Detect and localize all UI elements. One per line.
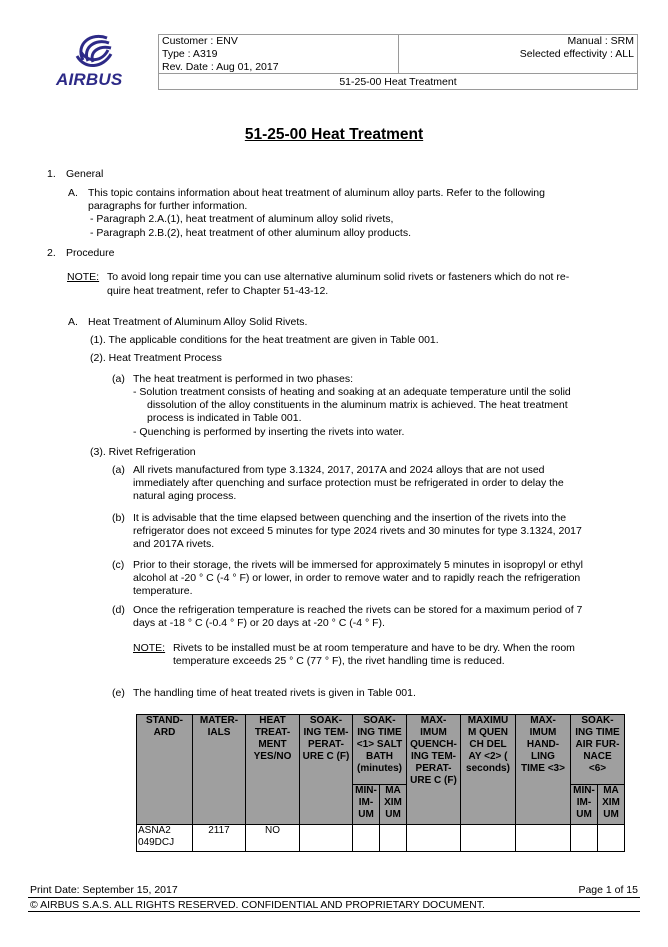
col-soaking-temperature-header: SOAK- ING TEM- PERAT- URE C (F) (300, 715, 353, 825)
paragraph-1: (1). The applicable conditions for the heat treatment are given in Table 001. (90, 334, 439, 346)
note-1-label: NOTE: (67, 271, 100, 283)
note-1-line-1: To avoid long repair time you can use alternative aluminum solid rivets or fasteners which do not re- (107, 271, 570, 283)
page-number: Page 1 of 15 (578, 884, 638, 896)
section-1-title: General (66, 168, 104, 180)
col-max-handling-time-header: MAX- IMUM HAND- LING TIME <3> (516, 715, 571, 825)
paragraph-2: (2). Heat Treatment Process (90, 352, 222, 364)
type-label: Type : A319 (162, 48, 218, 60)
col-soaking-time-air-furnace-header: SOAK- ING TIME AIR FUR- NACE <6> (571, 715, 625, 785)
note-2-label: NOTE: (133, 642, 166, 654)
paragraph-2a-bullet-1-line-2: dissolution of the alloy constituents in the aluminum matrix is achieved. The heat treatment (147, 399, 568, 411)
cell-empty (407, 825, 461, 852)
subcol-air-furnace-maximum: MA XIM UM (598, 785, 625, 825)
paragraph-2a-line-1: The heat treatment is performed in two phases: (133, 373, 354, 385)
paragraph-3b-line-2: refrigerator does not exceed 5 minutes for type 2024 rivets and 30 minutes for type 3.1324, 2017 (133, 525, 582, 537)
header-section-title: 51-25-00 Heat Treatment (339, 76, 457, 88)
cell-empty (380, 825, 407, 852)
paragraph-3: (3). Rivet Refrigeration (90, 446, 196, 458)
paragraph-2a-bullet-1-line-3: process is indicated in Table 001. (147, 412, 302, 424)
cell-empty (353, 825, 380, 852)
paragraph-3a-number: (a) (112, 464, 125, 476)
print-date: Print Date: September 15, 2017 (30, 884, 178, 896)
cell-standard: ASNA2 049DCJ (137, 825, 193, 852)
cell-empty (461, 825, 516, 852)
cell-empty (516, 825, 571, 852)
subcol-salt-bath-maximum: MA XIM UM (380, 785, 407, 825)
cell-empty (598, 825, 625, 852)
footer-divider-bottom (28, 911, 640, 912)
paragraph-3d-line-1: Once the refrigeration temperature is reached the rivets can be stored for a maximum period of 7 (133, 604, 583, 616)
paragraph-3e-line-1: The handling time of heat treated rivets is given in Table 001. (133, 687, 416, 699)
section-1-number: 1. (47, 168, 56, 180)
page-title: 51-25-00 Heat Treatment (244, 126, 424, 143)
header-divider-vertical (398, 34, 399, 74)
table-row (137, 825, 625, 852)
section-1a-line-2: paragraphs for further information. (88, 200, 248, 212)
manual-label: Manual : SRM (567, 35, 634, 47)
section-1a-line-1: This topic contains information about heat treatment of aluminum alloy parts. Refer to the following (88, 187, 545, 199)
cell-empty (300, 825, 353, 852)
heat-treatment-table (136, 714, 625, 852)
paragraph-3c-line-1: Prior to their storage, the rivets will be immersed for approximately 5 minutes in isopropyl or ethyl (133, 559, 583, 571)
col-standard-header: STAND- ARD (137, 715, 193, 825)
paragraph-3c-line-2: alcohol at -20 ° C (-4 ° F) or lower, in order to remove water and to rapidly reach the refrigeration (133, 572, 581, 584)
subcol-air-furnace-minimum: MIN- IM- UM (571, 785, 598, 825)
section-2a-number: A. (68, 316, 78, 328)
section-2-number: 2. (47, 247, 56, 259)
effectivity-label: Selected effectivity : ALL (519, 48, 634, 60)
section-1a-bullet-2: - Paragraph 2.B.(2), heat treatment of other aluminum alloy products. (90, 227, 411, 239)
note-2-line-1: Rivets to be installed must be at room temperature and have to be dry. When the room (173, 642, 575, 654)
paragraph-3d-number: (d) (112, 604, 125, 616)
paragraph-2a-bullet-2: - Quenching is performed by inserting the rivets into water. (133, 426, 405, 438)
copyright-notice: © AIRBUS S.A.S. ALL RIGHTS RESERVED. CONFIDENTIAL AND PROPRIETARY DOCUMENT. (30, 899, 485, 911)
paragraph-3a-line-3: natural aging process. (133, 490, 237, 502)
col-heat-treatment-header: HEAT TREAT- MENT YES/NO (246, 715, 300, 825)
paragraph-3c-number: (c) (112, 559, 125, 571)
paragraph-3c-line-3: temperature. (133, 585, 193, 597)
section-2-title: Procedure (66, 247, 115, 259)
col-soaking-time-salt-bath-header: SOAK- ING TIME <1> SALT BATH (minutes) (353, 715, 407, 785)
note-2-line-2: temperature exceeds 25 ° C (77 ° F), the rivet handling time is reduced. (173, 655, 505, 667)
paragraph-2a-number: (a) (112, 373, 125, 385)
section-2a-title: Heat Treatment of Aluminum Alloy Solid Rivets. (88, 316, 308, 328)
rev-date-label: Rev. Date : Aug 01, 2017 (162, 61, 279, 73)
section-1a-number: A. (68, 187, 78, 199)
subcol-salt-bath-minimum: MIN- IM- UM (353, 785, 380, 825)
airbus-logo-text: AIRBUS (56, 70, 123, 89)
header-divider-horizontal (158, 73, 638, 74)
paragraph-3a-line-1: All rivets manufactured from type 3.1324, 2017, 2017A and 2024 alloys that are not used (133, 464, 545, 476)
cell-heat-treatment: NO (246, 825, 300, 852)
section-1a-bullet-1: - Paragraph 2.A.(1), heat treatment of aluminum alloy solid rivets, (90, 213, 394, 225)
cell-empty (571, 825, 598, 852)
paragraph-3b-line-1: It is advisable that the time elapsed between quenching and the insertion of the rivets into the (133, 512, 567, 524)
col-max-quenching-temperature-header: MAX- IMUM QUENCH- ING TEM- PERAT- URE C (F) (407, 715, 461, 825)
paragraph-3e-number: (e) (112, 687, 125, 699)
col-materials-header: MATER- IALS (193, 715, 246, 825)
col-max-quench-delay-header: MAXIMU M QUEN CH DEL AY <2> ( seconds) (461, 715, 516, 825)
paragraph-3a-line-2: immediately after quenching and surface protection must be refrigerated in order to delay the (133, 477, 564, 489)
paragraph-3d-line-2: days at -18 ° C (-0.4 ° F) or 20 days at -20 ° C (-4 ° F). (133, 617, 385, 629)
paragraph-2a-bullet-1-line-1: - Solution treatment consists of heating and soaking at an adequate temperature until the solid (133, 386, 571, 398)
paragraph-3b-line-3: and 2017A rivets. (133, 538, 215, 550)
cell-material: 2117 (193, 825, 246, 852)
note-1-line-2: quire heat treatment, refer to Chapter 51-43-12. (107, 285, 329, 297)
paragraph-3b-number: (b) (112, 512, 125, 524)
footer-divider-top (28, 897, 640, 898)
customer-label: Customer : ENV (162, 35, 238, 47)
